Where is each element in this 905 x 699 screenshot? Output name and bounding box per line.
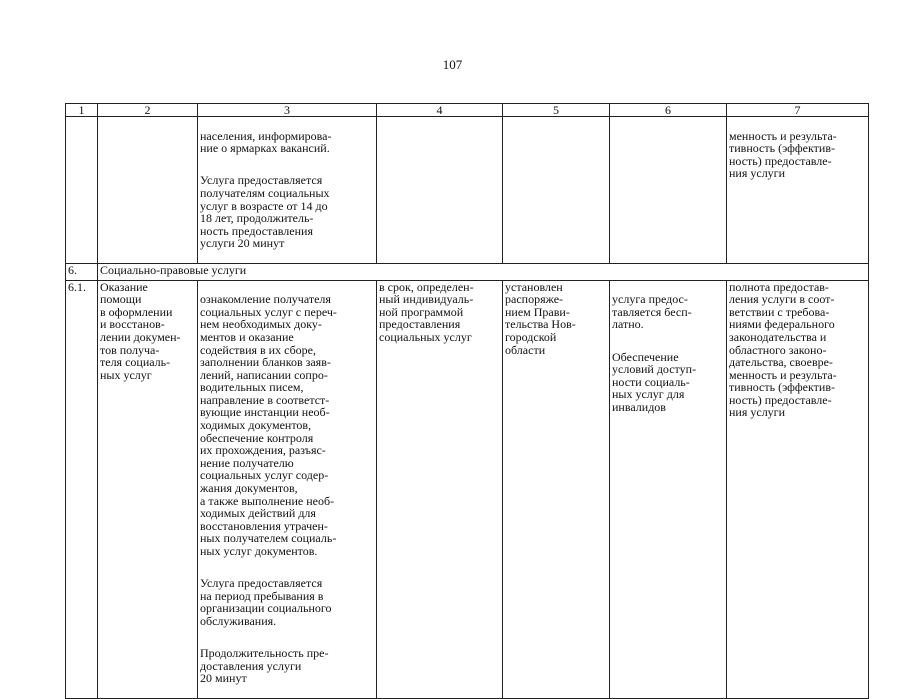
- table-cell: [198, 117, 377, 264]
- service-timing: в срок, определен- ный индивидуаль- ной программой предоставления социальных услуг: [377, 280, 503, 698]
- table-cell: [610, 280, 727, 698]
- table-cell: [98, 117, 198, 264]
- table-cell: [503, 117, 610, 264]
- quality-criteria-text: полнота предостав- ления услуги в соот- ветствии с требова- ниями федерального законодательства и областного законо- дательства, своевре- менность и результа- тивность (эффектив- ность) предоставле- ния услуги: [727, 280, 869, 698]
- section-row: [66, 263, 869, 280]
- service-description-text: населения, информирова- ние о ярмарках вакансий.: [200, 128, 332, 156]
- table-cell: [727, 117, 869, 264]
- quality-criteria-text: менность и результа- тивность (эффектив- ность) предоставле- ния услуги: [729, 128, 837, 181]
- section-number: 6.: [66, 263, 98, 280]
- table-cell: [377, 117, 503, 264]
- page-number: 107: [442, 57, 463, 72]
- service-description-text: ознакомление получателя социальных услуг с переч- нем необходимых доку- ментов и оказание содействия в их сборе, заполнении бланков заяв- лений, написании сопро- водительных писем, направление в соответст- вующие инстанции необ- ходимых документов, обеспечение контроля их прохождения, разъяс- нение получателю социальных услуг содер- жания документов, а также выполнение необ- ходимых действий для восстановления утрачен- ных получателем социаль- ных услуг документов.: [200, 292, 337, 558]
- service-description-text: Продолжительность пре- доставления услуги 20 минут: [200, 646, 329, 686]
- column-header: 7: [727, 104, 869, 117]
- table-cell: [610, 117, 727, 264]
- table-row: [66, 280, 869, 698]
- table-cell: [66, 117, 98, 264]
- column-header: 5: [503, 104, 610, 117]
- service-description-text: Услуга предоставляется получателям социальных услуг в возрасте от 14 до 18 лет, продолжитель- ность предоставления услуги 20 минут: [200, 173, 330, 251]
- services-table: [65, 103, 869, 699]
- table-header-row: [66, 104, 869, 117]
- table-cell: [198, 280, 377, 698]
- section-title: Социально-правовые услуги: [98, 263, 869, 280]
- column-header: 1: [66, 104, 98, 117]
- service-price: установлен распоряже- нием Прави- тельства Нов- городской области: [503, 280, 610, 698]
- service-name: Оказание помощи в оформлении и восстанов- лении докумен- тов получа- теля социаль- ных услуг: [98, 280, 198, 698]
- column-header: 4: [377, 104, 503, 117]
- table-row: [66, 117, 869, 264]
- service-description-text: Услуга предоставляется на период пребывания в организации социального обслуживания.: [200, 576, 332, 628]
- row-number: 6.1.: [66, 280, 98, 698]
- service-conditions-text: услуга предос- тавляется бесп- латно.: [612, 292, 692, 332]
- column-header: 6: [610, 104, 727, 117]
- column-header: 3: [198, 104, 377, 117]
- service-conditions-text: Обеспечение условий доступ- ности социаль- ных услуг для инвалидов: [612, 349, 697, 414]
- column-header: 2: [98, 104, 198, 117]
